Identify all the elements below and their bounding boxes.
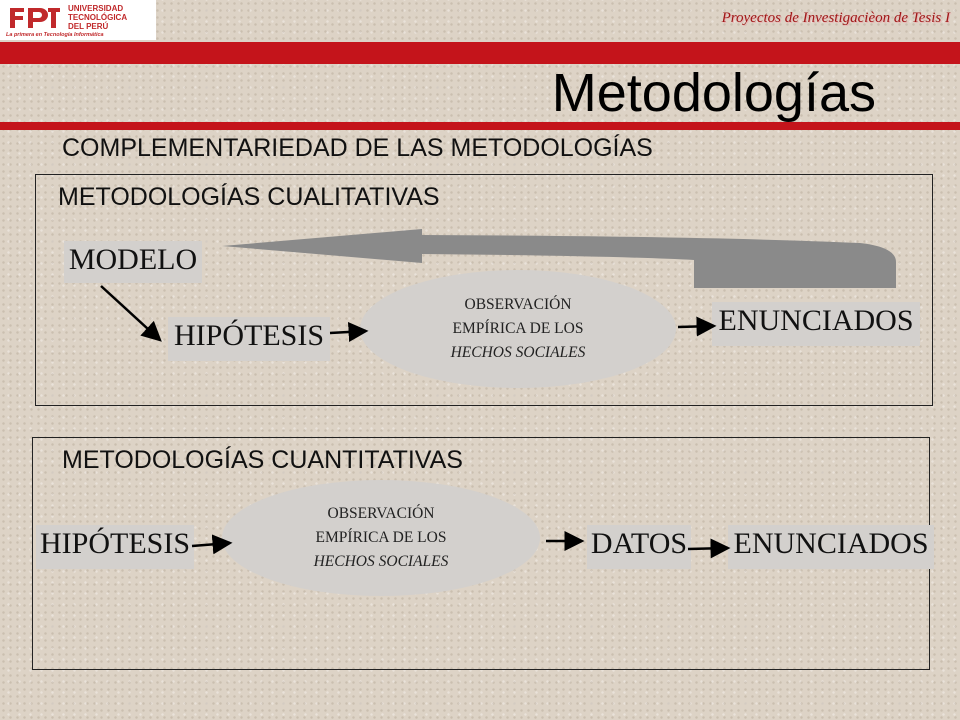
arrow-quant-hipotesis-to-observation bbox=[192, 543, 230, 546]
quant-hipotesis-box: HIPÓTESIS bbox=[36, 525, 194, 569]
logo-line-1: UNIVERSIDAD bbox=[68, 4, 124, 13]
quantitative-label: METODOLOGÍAS CUANTITATIVAS bbox=[62, 446, 463, 474]
qual-observation-line-3: HECHOS SOCIALES bbox=[450, 344, 586, 361]
qual-hipotesis-box: HIPÓTESIS bbox=[168, 317, 330, 361]
logo-line-3: DEL PERÚ bbox=[68, 22, 109, 31]
quant-observation-line-2: EMPÍRICA DE LOS bbox=[315, 529, 447, 546]
quant-enunciados-box: ENUNCIADOS bbox=[728, 525, 934, 569]
logo-tagline: La primera en Tecnología Informática bbox=[6, 32, 104, 38]
qualitative-label: METODOLOGÍAS CUALITATIVAS bbox=[58, 183, 440, 211]
quant-datos-box: DATOS bbox=[587, 525, 691, 569]
quant-observation-line-1: OBSERVACIÓN bbox=[327, 505, 435, 522]
qual-modelo-box: MODELO bbox=[64, 241, 202, 283]
qual-observation-line-1: OBSERVACIÓN bbox=[464, 296, 572, 313]
quant-observation-line-3: HECHOS SOCIALES bbox=[313, 553, 449, 570]
arrow-datos-to-enunciados bbox=[688, 548, 728, 549]
page-title: Metodologías bbox=[551, 63, 876, 123]
arrow-observation-to-enunciados bbox=[678, 326, 714, 327]
course-name: Proyectos de Investigacièon de Tesis I bbox=[721, 10, 950, 26]
feedback-arrow bbox=[222, 229, 896, 288]
qual-enunciados-box: ENUNCIADOS bbox=[712, 302, 920, 346]
arrow-hipotesis-to-observation bbox=[330, 331, 366, 333]
arrow-modelo-to-hipotesis bbox=[101, 286, 160, 340]
page-subtitle: COMPLEMENTARIEDAD DE LAS METODOLOGÍAS bbox=[62, 134, 653, 162]
logo-line-2: TECNOLÓGICA bbox=[68, 13, 128, 22]
qual-observation-line-2: EMPÍRICA DE LOS bbox=[452, 320, 584, 337]
